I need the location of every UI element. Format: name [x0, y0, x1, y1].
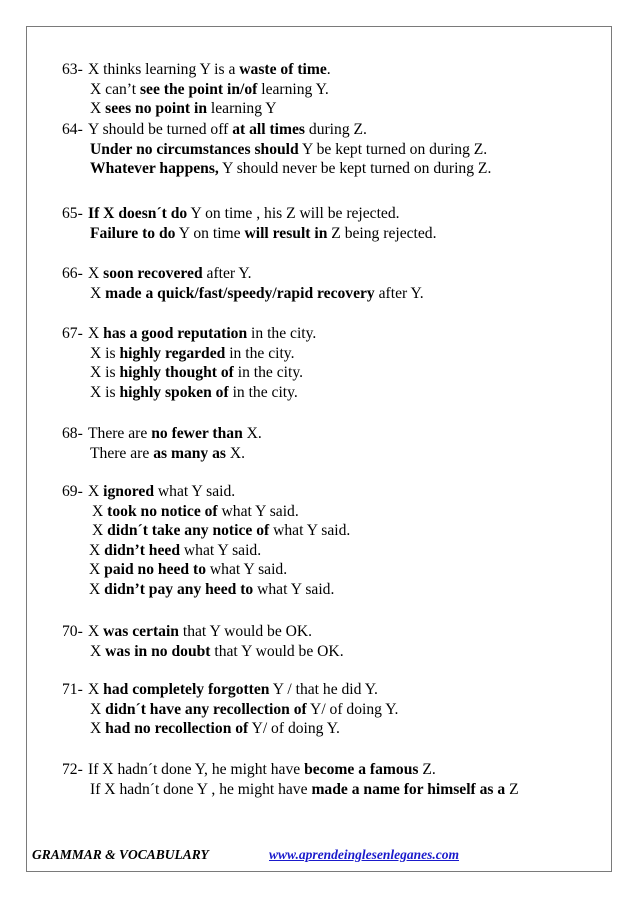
- plain-text: what Y said.: [154, 483, 236, 500]
- bold-phrase: made a quick/fast/speedy/rapid recovery: [105, 284, 375, 302]
- bold-phrase: paid no heed to: [104, 561, 206, 578]
- plain-text: in the city.: [225, 344, 295, 362]
- plain-text: X: [89, 541, 105, 559]
- entry-text: [88, 264, 252, 283]
- entry-text: [90, 383, 298, 402]
- plain-text: in the city.: [233, 364, 304, 381]
- entry-number: 64-: [62, 121, 83, 138]
- entry-number: 69-: [62, 483, 83, 500]
- entry-number: 68-: [62, 425, 83, 442]
- plain-text: X: [92, 502, 108, 520]
- plain-text: Y on time , his Z will be rejected.: [187, 205, 400, 222]
- bold-phrase: took no notice of: [107, 502, 218, 520]
- entry-text: [88, 482, 235, 501]
- entry-number: 65-: [62, 205, 83, 222]
- bold-phrase: didn’t heed: [104, 541, 180, 559]
- entry-text: [90, 719, 340, 738]
- entry-text: [90, 159, 491, 178]
- bold-phrase: as many as: [153, 444, 226, 462]
- entry-text: [88, 424, 262, 443]
- bold-phrase: sees no point in: [105, 100, 207, 117]
- footer-link[interactable]: www.aprendeinglesenleganes.com: [269, 847, 460, 862]
- entry-text: [89, 541, 261, 560]
- plain-text: X is: [90, 344, 120, 362]
- bold-phrase: had completely forgotten: [103, 681, 270, 698]
- plain-text: X thinks learning Y is a: [88, 61, 240, 78]
- plain-text: that Y would be OK.: [210, 642, 344, 660]
- plain-text: what Y said.: [206, 561, 288, 578]
- plain-text: X: [89, 580, 105, 598]
- entry-text: [90, 224, 437, 243]
- plain-text: X: [90, 100, 106, 117]
- entry-text: [90, 444, 245, 463]
- entry-text: [90, 780, 519, 799]
- plain-text: X: [89, 561, 105, 578]
- entry-number: 66-: [62, 265, 83, 282]
- plain-text: Z being rejected.: [327, 224, 437, 242]
- entry-text: [88, 622, 312, 641]
- bold-phrase: highly thought of: [119, 364, 234, 381]
- plain-text: after Y.: [202, 265, 252, 282]
- plain-text: Y be kept turned on during Z.: [298, 140, 488, 158]
- plain-text: X: [88, 265, 104, 282]
- plain-text: that Y would be OK.: [178, 623, 313, 640]
- plain-text: Y/ of doing Y.: [306, 700, 399, 718]
- plain-text: Z.: [418, 761, 436, 778]
- plain-text: Y should never be kept turned on during Z.: [218, 160, 492, 177]
- plain-text: X: [92, 522, 108, 539]
- plain-text: There are: [88, 425, 152, 442]
- entry-text: [90, 284, 424, 303]
- entry-text: [90, 99, 277, 118]
- plain-text: what Y said.: [253, 580, 335, 598]
- plain-text: Y/ of doing Y.: [248, 720, 340, 737]
- plain-text: learning Y.: [257, 80, 329, 98]
- bold-phrase: didn’t pay any heed to: [104, 580, 254, 598]
- plain-text: X.: [226, 444, 246, 462]
- bold-phrase: no fewer than: [151, 425, 243, 442]
- plain-text: Y on time: [175, 224, 245, 242]
- entry-text: [90, 344, 294, 363]
- plain-text: X: [88, 681, 104, 698]
- plain-text: what Y said.: [217, 502, 299, 520]
- bold-phrase: was in no doubt: [105, 642, 211, 660]
- entry-text: [88, 204, 400, 223]
- entry-text: [88, 60, 331, 79]
- plain-text: in the city.: [228, 383, 298, 401]
- entry-number: 70-: [62, 623, 83, 640]
- bold-phrase: was certain: [103, 623, 179, 640]
- plain-text: Z: [505, 780, 519, 798]
- entry-text: [88, 324, 316, 343]
- entry-text: [89, 580, 334, 599]
- entry-number: 67-: [62, 325, 83, 342]
- plain-text: what Y said.: [180, 541, 262, 559]
- plain-text: X: [90, 700, 106, 718]
- bold-phrase: will result in: [244, 224, 328, 242]
- plain-text: X: [88, 325, 104, 342]
- bold-phrase: highly spoken of: [119, 383, 229, 401]
- plain-text: X: [90, 720, 106, 737]
- plain-text: learning Y: [207, 100, 277, 117]
- plain-text: X: [90, 284, 106, 302]
- plain-text: in the city.: [247, 325, 317, 342]
- plain-text: during Z.: [305, 121, 367, 138]
- bold-phrase: made a name for himself as a: [311, 780, 506, 798]
- entry-text: [88, 120, 367, 139]
- plain-text: X can’t: [90, 80, 140, 98]
- bold-phrase: waste of time: [239, 61, 327, 78]
- plain-text: X: [88, 623, 104, 640]
- bold-phrase: Failure to do: [90, 224, 176, 242]
- bold-phrase: ignored: [103, 483, 155, 500]
- entry-number: 71-: [62, 681, 83, 698]
- plain-text: X: [90, 642, 106, 660]
- bold-phrase: didn´t take any notice of: [107, 522, 270, 539]
- plain-text: If X hadn´t done Y, he might have: [88, 761, 305, 778]
- entry-text: [89, 560, 287, 579]
- entry-text: [90, 80, 329, 99]
- plain-text: Y / that he did Y.: [269, 681, 378, 698]
- plain-text: what Y said.: [269, 522, 351, 539]
- entry-text: [92, 502, 299, 521]
- bold-phrase: become a famous: [304, 761, 419, 778]
- plain-text: X is: [90, 364, 120, 381]
- entry-text: [90, 700, 398, 719]
- plain-text: X is: [90, 383, 120, 401]
- plain-text: X: [88, 483, 104, 500]
- bold-phrase: soon recovered: [103, 265, 203, 282]
- bold-phrase: Under no circumstances should: [90, 140, 299, 158]
- footer-title: GRAMMAR & VOCABULARY: [32, 847, 209, 862]
- entry-text: [90, 363, 303, 382]
- bold-phrase: highly regarded: [119, 344, 226, 362]
- entry-text: [92, 521, 350, 540]
- plain-text: Y should be turned off: [88, 121, 233, 138]
- plain-text: .: [326, 61, 331, 78]
- bold-phrase: If X doesn´t do: [88, 205, 188, 222]
- entry-text: [90, 642, 344, 661]
- bold-phrase: had no recollection of: [105, 720, 249, 737]
- entry-number: 63-: [62, 61, 83, 78]
- bold-phrase: has a good reputation: [103, 325, 248, 342]
- bold-phrase: see the point in/of: [139, 80, 258, 98]
- plain-text: If X hadn´t done Y , he might have: [90, 780, 312, 798]
- entry-number: 72-: [62, 761, 83, 778]
- plain-text: There are: [90, 444, 154, 462]
- bold-phrase: didn´t have any recollection of: [105, 700, 307, 718]
- bold-phrase: at all times: [232, 121, 305, 138]
- entry-text: [90, 140, 487, 159]
- entry-text: [88, 680, 378, 699]
- plain-text: after Y.: [374, 284, 424, 302]
- bold-phrase: Whatever happens,: [90, 160, 219, 177]
- plain-text: X.: [242, 425, 262, 442]
- entry-text: [88, 760, 436, 779]
